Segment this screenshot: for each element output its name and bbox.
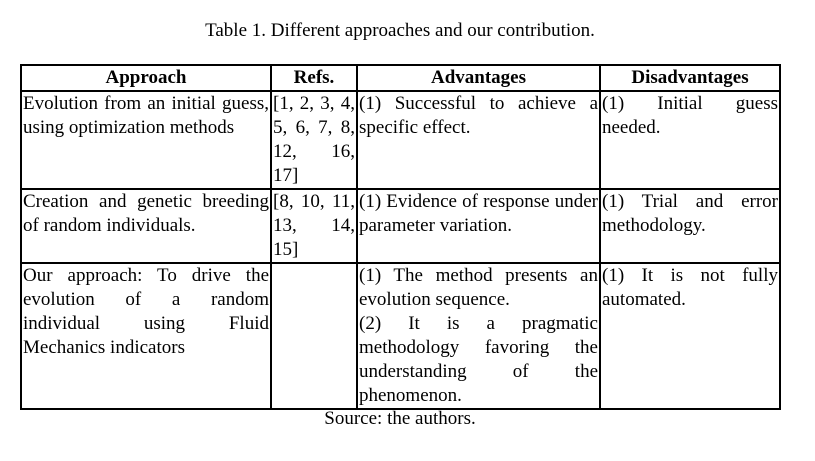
advantage-item: (2) It is a pragmatic methodology favoring the understanding of the phenomenon. [359,313,598,406]
header-row [21,65,780,91]
disadvantage-item: (1) Initial guess needed. [602,93,778,138]
cell-approach: Evolution from an initial guess, using optimization methods [21,91,271,189]
advantage-item: (1) Evidence of response under parameter variation. [359,191,598,236]
table-row [21,189,780,263]
cell-refs [271,263,357,409]
header-disadvantages: Disadvantages [600,65,780,91]
cell-advantages [357,189,600,263]
header-approach: Approach [21,65,271,91]
disadvantage-item: (1) It is not fully automated. [602,265,778,310]
cell-refs: [8, 10, 11, 13, 14, 15] [271,189,357,263]
cell-disadvantages [600,189,780,263]
table-row [21,91,780,189]
table-row [21,263,780,409]
header-refs: Refs. [271,65,357,91]
cell-disadvantages [600,91,780,189]
cell-refs: [1, 2, 3, 4, 5, 6, 7, 8, 12, 16, 17] [271,91,357,189]
cell-advantages [357,91,600,189]
advantage-item: (1) Successful to achieve a specific effect. [359,93,598,138]
advantage-item: (1) The method presents an evolution sequence. [359,265,598,310]
cell-approach: Our approach: To drive the evolution of a random individual using Fluid Mechanics indicators [21,263,271,409]
table-caption: Table 1. Different approaches and our contribution. [205,20,595,41]
cell-approach: Creation and genetic breeding of random individuals. [21,189,271,263]
table-source-note: Source: the authors. [324,408,476,429]
cell-disadvantages [600,263,780,409]
header-advantages: Advantages [357,65,600,91]
cell-advantages [357,263,600,409]
disadvantage-item: (1) Trial and error methodology. [602,191,778,236]
approaches-table [20,64,781,410]
